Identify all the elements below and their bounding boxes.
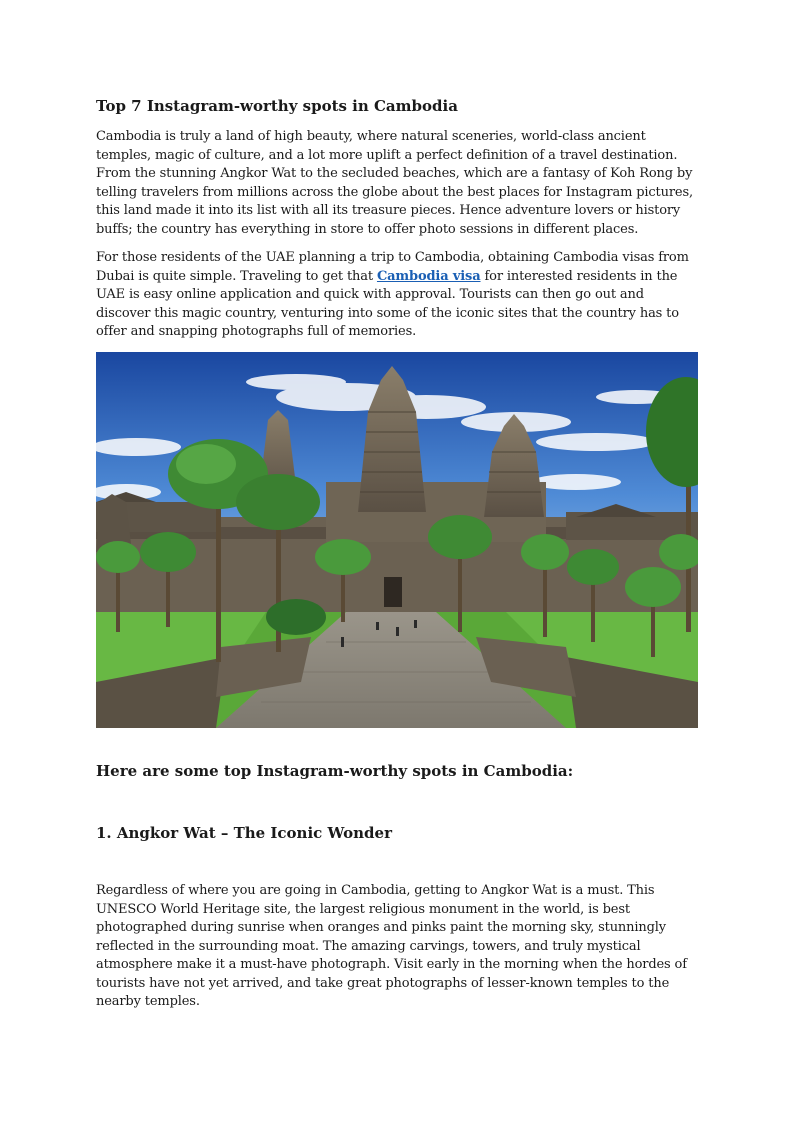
angkor-wat-photo <box>96 352 698 728</box>
intro-paragraph: Cambodia is truly a land of high beauty, where natural sceneries, world-class ancient temples, magic of culture, and a lot more uplift a perfect definition of a travel destination. From the stunning Angkor Wat to the secluded beaches, which are a fantasy of Koh Rong by telling travelers from millions across the globe about the best places for Instagram pictures, this land made it into its list with all its treasure pieces. Hence adventure lovers or history buffs; the country has everything in store to offer photo sessions in different places. <box>96 129 693 237</box>
page-title: Top 7 Instagram-worthy spots in Cambodia <box>96 97 458 115</box>
angkor-wat-paragraph: Regardless of where you are going in Cambodia, getting to Angkor Wat is a must. This UNESCO World Heritage site, the largest religious monument in the world, is best photographed during sunrise when oranges and pinks paint the morning sky, stunningly reflected in the surrounding moat. The amazing carvings, towers, and truly mystical atmosphere make it a must-have photograph. Visit early in the morning when the hordes of tourists have not yet arrived, and take great photographs of lesser-known temples to the nearby temples. <box>96 883 687 1009</box>
spots-heading: Here are some top Instagram-worthy spots in Cambodia: <box>96 762 574 780</box>
visa-paragraph <box>96 249 700 342</box>
cambodia-visa-link[interactable]: Cambodia visa <box>376 268 481 284</box>
visa-paragraph-after: for interested residents in the UAE is easy online application and quick with approval. Tourists can then go out and discover this magic country, venturing into some of the iconic sites that the country has to offer and snapping photographs full of memories. <box>96 268 679 339</box>
angkor-wat-heading: 1. Angkor Wat – The Iconic Wonder <box>96 824 392 842</box>
visa-paragraph-before: For those residents of the UAE planning a trip to Cambodia, obtaining Cambodia visas from Dubai is quite simple. Traveling to get that <box>96 250 689 284</box>
